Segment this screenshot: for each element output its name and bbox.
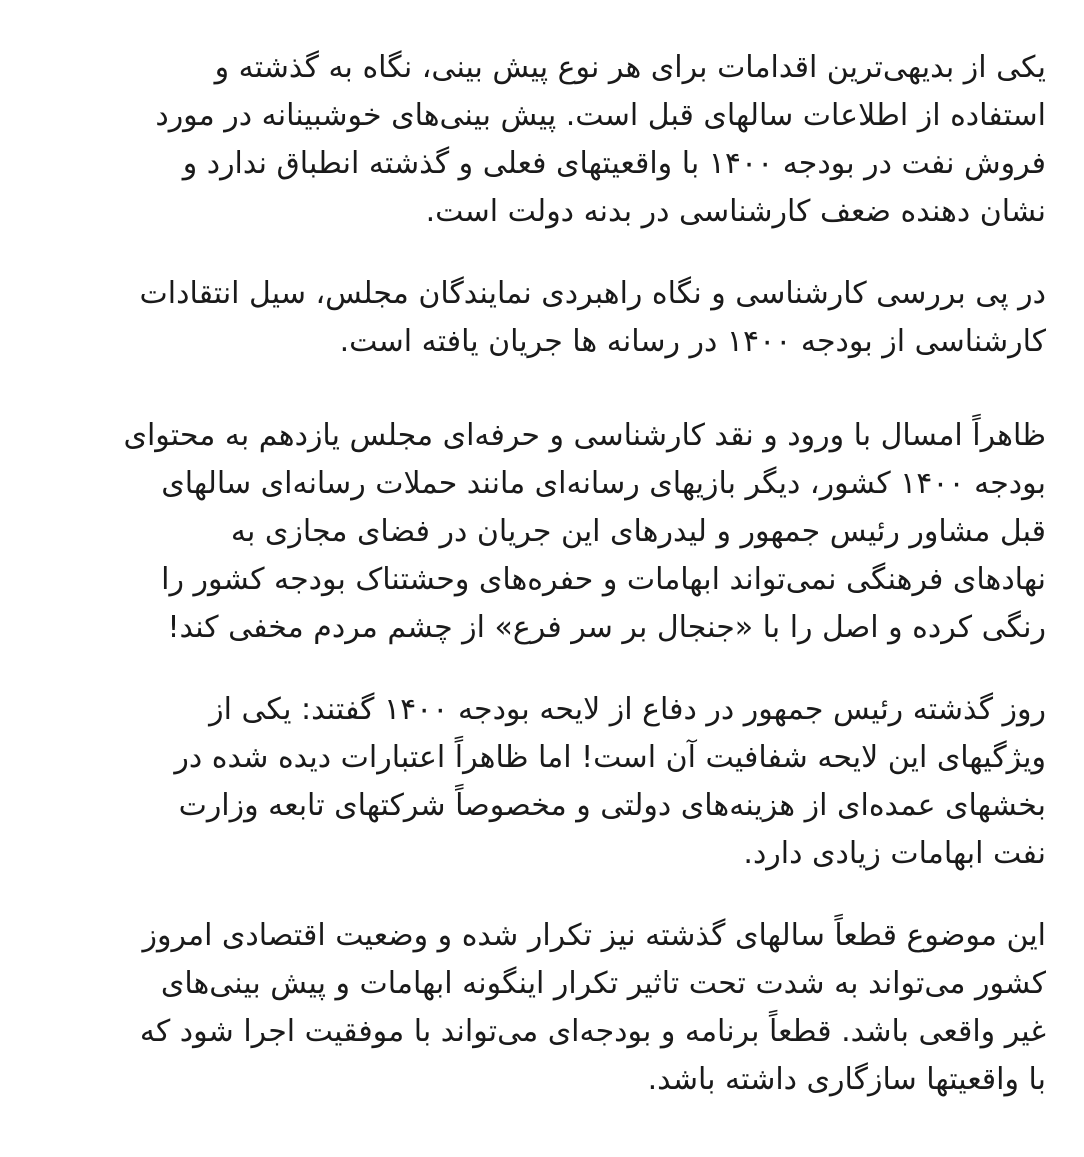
paragraph-line: با واقعیتها سازگاری داشته باشد. (647, 1062, 1046, 1097)
paragraph-line: ظاهراً امسال با ورود و نقد کارشناسی و حرفه‌ای مجلس یازدهم به محتوای (123, 418, 1046, 453)
paragraph-line: نشان دهنده ضعف کارشناسی در بدنه دولت است. (425, 194, 1046, 229)
paragraph-line: نهادهای فرهنگی نمی‌تواند ابهامات و حفره‌های وحشتناک بودجه کشور را (161, 562, 1046, 597)
paragraph-line: بخشهای عمده‌ای از هزینه‌های دولتی و مخصوصاً شرکتهای تابعه وزارت (178, 788, 1046, 823)
paragraph-5 (38, 912, 1046, 1104)
paragraph-line: در پی بررسی کارشناسی و نگاه راهبردی نمایندگان مجلس، سیل انتقادات (139, 276, 1046, 311)
paragraph-line: این موضوع قطعاً سالهای گذشته نیز تکرار شده و وضعیت اقتصادی امروز (142, 918, 1046, 953)
paragraph-1 (38, 44, 1046, 236)
paragraph-line: غیر واقعی باشد. قطعاً برنامه و بودجه‌ای می‌تواند با موفقیت اجرا شود که (139, 1014, 1046, 1049)
paragraph-2 (38, 270, 1046, 366)
paragraph-line: قبل مشاور رئیس جمهور و لیدرهای این جریان در فضای مجازی به (230, 514, 1046, 549)
paragraph-line: ویژگیهای این لایحه شفافیت آن است! اما ظاهراً اعتبارات دیده شده در (174, 740, 1046, 775)
paragraph-line: نفت ابهامات زیادی دارد. (743, 836, 1046, 871)
paragraph-line: کارشناسی از بودجه ۱۴۰۰ در رسانه ها جریان یافته است. (339, 324, 1046, 359)
paragraph-line: بودجه ۱۴۰۰ کشور، دیگر بازیهای رسانه‌ای مانند حملات رسانه‌ای سالهای (161, 466, 1046, 501)
paragraph-line: فروش نفت در بودجه ۱۴۰۰ با واقعیتهای فعلی و گذشته انطباق ندارد و (182, 146, 1046, 181)
paragraph-line: یکی از بدیهی‌ترین اقدامات برای هر نوع پیش بینی، نگاه به گذشته و (214, 50, 1046, 85)
paragraph-line: روز گذشته رئیس جمهور در دفاع از لایحه بودجه ۱۴۰۰ گفتند: یکی از (209, 692, 1046, 727)
paragraph-line: استفاده از اطلاعات سالهای قبل است. پیش بینی‌های خوشبینانه در مورد (155, 98, 1046, 133)
paragraph-line: رنگی کرده و اصل را با «جنجال بر سر فرع» از چشم مردم مخفی کند! (167, 610, 1046, 645)
paragraph-3 (38, 412, 1046, 652)
paragraph-4 (38, 686, 1046, 878)
paragraph-line: کشور می‌تواند به شدت تحت تاثیر تکرار اینگونه ابهامات و پیش بینی‌های (160, 966, 1046, 1001)
